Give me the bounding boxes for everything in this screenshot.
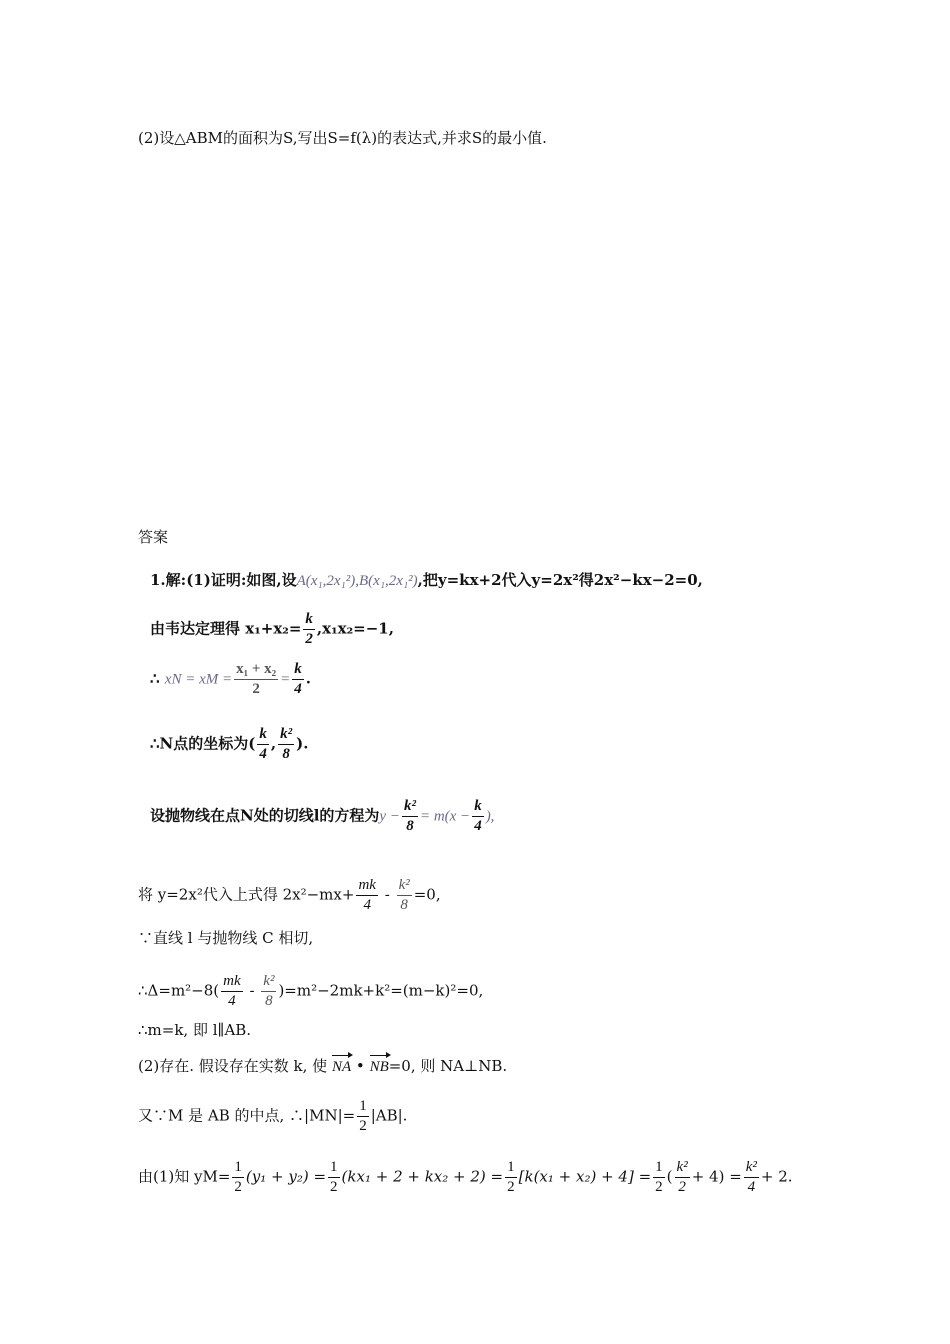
solution-line-8: ∴Δ=m²−8( $\frac{mk}{4}$ - $\frac{\text{k²}}{8}$ )=m²−2mk+k²=(m−k)²=0, <box>138 973 484 1009</box>
solution-line-3: ∴ xN = xM = $\frac{\text{x₁ + x₂}}{2}$ = $\frac{k}{4}$ . <box>150 661 311 697</box>
fraction-k-over-2: $\frac{k}{2}$ <box>305 611 313 647</box>
solution-line-11: 又∵M 是 AB 的中点, ∴|MN|= $\frac{1}{2}$ |AB|. <box>138 1098 408 1134</box>
solution-line-2: 由韦达定理得 x₁+x₂= $\frac{k}{2}$ ,x₁x₂=−1, <box>150 611 394 647</box>
solution-line-1: 1.解:(1)证明:如图,设A(x₁,2x₁²),B(x₁,2x₁²),把y=kx+2代入y=2x²得2x²−kx−2=0, <box>150 571 703 589</box>
problem-part2: (2)设△ABM的面积为S,写出S=f(λ)的表达式,并求S的最小值. <box>138 129 547 147</box>
solution-line-5: 设抛物线在点N处的切线l的方程为y − $\frac{\text{k²}}{8}$ = m(x − $\frac{k}{4}$ ), <box>150 798 495 834</box>
solution-line-12: 由(1)知 yM= $\frac{1}{2}$ (y₁ + y₂) = $\frac{1}{2}$ (kx₁ + 2 + kx₂ + 2) = $\frac{1}{2}$ [k(x₁ + x₂) + 4] = $\frac{1}{2}$ ( $\frac{\text{k²}}{2}$ + 4) = $\frac{\text{k²}}{4}$ + 2. <box>138 1159 793 1195</box>
fraction-sum-over-2: $\frac{\text{x₁ + x₂}}{2}$ <box>236 661 277 697</box>
quadratic-equation: 2x²−kx−2=0, <box>593 571 703 589</box>
solution-line-10: (2)存在. 假设存在实数 k, 使 NA • NB=0, 则 NA⊥NB. <box>138 1053 507 1077</box>
vector-na: NA <box>332 1053 351 1077</box>
solution-line-9: ∴m=k, 即 l∥AB. <box>138 1021 252 1039</box>
solution-line-6: 将 y=2x²代入上式得 2x²−mx+ $\frac{mk}{4}$ - $\frac{\text{k²}}{8}$ =0, <box>138 877 441 913</box>
point-b: B(x₁,2x₁²) <box>359 573 418 589</box>
solution-line-7: ∵直线 l 与抛物线 C 相切, <box>138 929 314 947</box>
answer-heading: 答案 <box>138 528 169 546</box>
solution-line-4: ∴N点的坐标为( $\frac{k}{4}$ , $\frac{\text{k²}}{8}$ ). <box>150 726 309 762</box>
fraction-k-over-4: $\frac{k}{4}$ <box>294 661 302 697</box>
point-a: A(x₁,2x₁²), <box>296 573 359 589</box>
solution-intro: 1.解:(1)证明:如图,设 <box>150 571 297 589</box>
vector-nb: NB <box>370 1053 389 1077</box>
